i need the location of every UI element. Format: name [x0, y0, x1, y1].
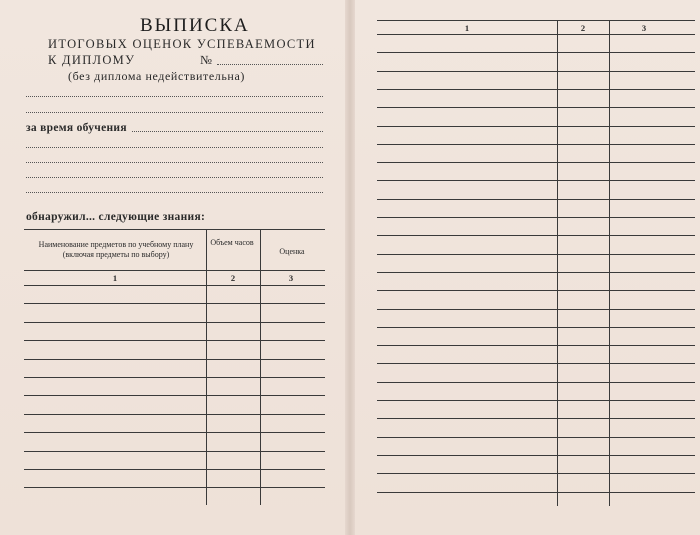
book-spine: [345, 0, 355, 535]
left-page: [0, 0, 345, 535]
table-row-line[interactable]: [24, 359, 325, 360]
table-row-line[interactable]: [24, 414, 325, 415]
header-subject: Наименование предметов по учебному плану (включая предметы по выбору): [38, 240, 194, 259]
number-sign: №: [200, 53, 214, 67]
period-field-line-3[interactable]: [26, 162, 323, 163]
table-row-line[interactable]: [377, 254, 695, 255]
table-row-line[interactable]: [377, 418, 695, 419]
table-row-line[interactable]: [377, 382, 695, 383]
subtitle-line-1: ИТОГОВЫХ ОЦЕНОК УСПЕВАЕМОСТИ: [48, 37, 316, 51]
table-row-line[interactable]: [24, 340, 325, 341]
period-field-line-4[interactable]: [26, 177, 323, 178]
col-number-2: 2: [230, 273, 236, 283]
table-row-line[interactable]: [377, 437, 695, 438]
period-label: за время обучения: [26, 122, 127, 134]
document-title: ВЫПИСКА: [140, 15, 250, 36]
found-knowledge-label: обнаружил... следующие знания:: [26, 211, 206, 223]
table-row-line[interactable]: [24, 487, 325, 488]
name-field-line-2[interactable]: [26, 112, 323, 113]
diploma-number-field[interactable]: [217, 64, 323, 65]
table-row-line[interactable]: [377, 34, 695, 35]
table-row-line[interactable]: [377, 162, 695, 163]
table-row-line[interactable]: [24, 303, 325, 304]
table-row-line[interactable]: [377, 180, 695, 181]
table-row-line[interactable]: [24, 451, 325, 452]
table-row-line[interactable]: [377, 455, 695, 456]
table-row-line[interactable]: [377, 345, 695, 346]
table-row-line[interactable]: [377, 52, 695, 53]
period-field-line-1[interactable]: [132, 131, 323, 132]
table-row-line[interactable]: [377, 199, 695, 200]
table-row-line[interactable]: [377, 400, 695, 401]
table-row-line[interactable]: [24, 469, 325, 470]
table-row-line[interactable]: [377, 473, 695, 474]
table-row-line[interactable]: [377, 290, 695, 291]
table-row-line[interactable]: [24, 322, 325, 323]
period-field-line-5[interactable]: [26, 192, 323, 193]
header-hours: Объем часов: [210, 238, 254, 247]
table-row-line[interactable]: [24, 432, 325, 433]
validity-note: (без диплома недействительна): [68, 69, 245, 83]
period-field-line-2[interactable]: [26, 147, 323, 148]
table-row-line[interactable]: [377, 327, 695, 328]
table-row-line[interactable]: [377, 71, 695, 72]
table-row-line[interactable]: [377, 492, 695, 493]
name-field-line-1[interactable]: [26, 96, 323, 97]
table-row-line[interactable]: [377, 309, 695, 310]
table-row-line[interactable]: [377, 89, 695, 90]
right-page: [355, 0, 700, 535]
right-col-number-2: 2: [580, 23, 586, 33]
table-row-line[interactable]: [377, 272, 695, 273]
table-row-line[interactable]: [24, 285, 325, 286]
table-row-line[interactable]: [24, 377, 325, 378]
table-row-line[interactable]: [377, 363, 695, 364]
table-row-line[interactable]: [377, 235, 695, 236]
col-number-1: 1: [112, 273, 118, 283]
table-row-line[interactable]: [377, 144, 695, 145]
table-row-line[interactable]: [377, 217, 695, 218]
table-row-line[interactable]: [377, 126, 695, 127]
table-row-line[interactable]: [377, 107, 695, 108]
col-number-3: 3: [288, 273, 294, 283]
right-col-number-1: 1: [464, 23, 470, 33]
subtitle-line-2: К ДИПЛОМУ: [48, 53, 136, 67]
header-grade: Оценка: [279, 247, 305, 256]
right-col-number-3: 3: [641, 23, 647, 33]
table-row-line[interactable]: [24, 395, 325, 396]
